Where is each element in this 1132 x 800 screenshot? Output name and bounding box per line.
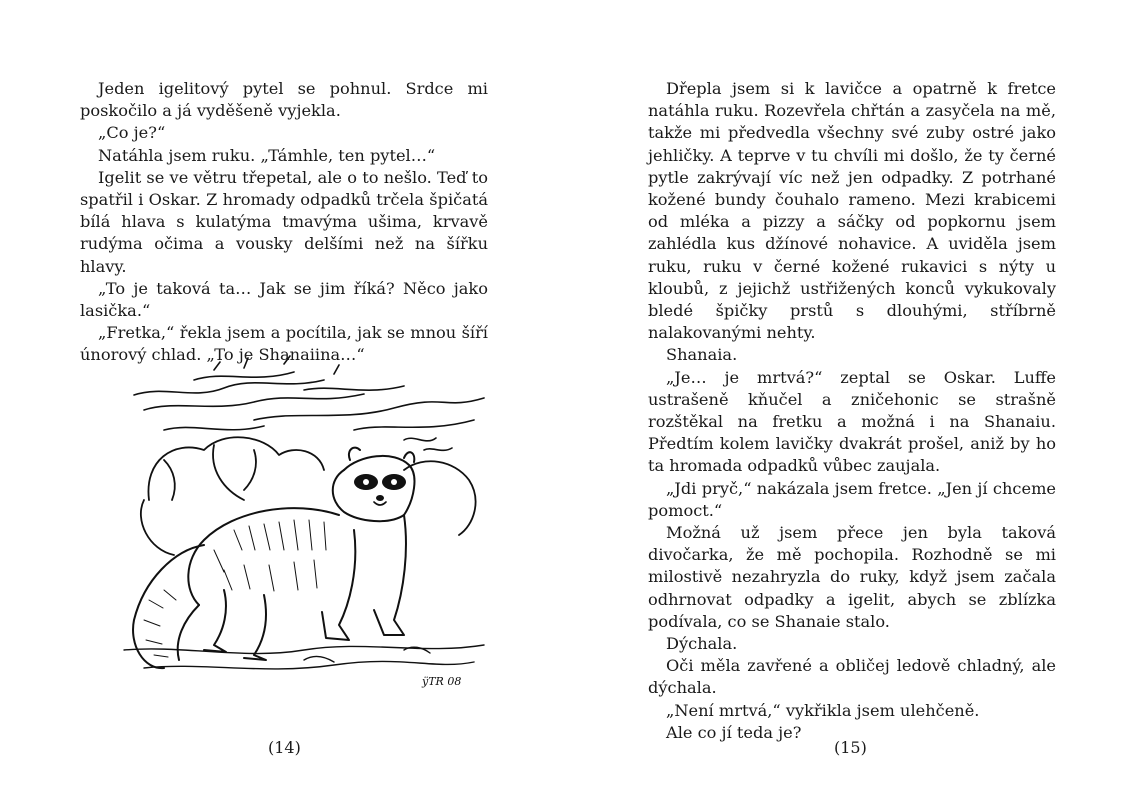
- paragraph: „Je… je mrtvá?“ zeptal se Oskar. Luffe ustrašeně kňučel a zničehonic se strašně rozštěkal na fretku a možná i na Shanaiu. Předtím kolem lavičky dvakrát prošel, aniž by ho ta hromada odpadků vůbec zaujala.: [648, 367, 1056, 476]
- paragraph: Možná už jsem přece jen byla taková divočarka, že mě pochopila. Rozhodně se mi milostivě nezahryzla do ruky, když jsem začala odhrnovat odpadky a igelit, abych se zblízka podívala, co se Shanaie stalo.: [648, 523, 1056, 631]
- right-page-text: [648, 78, 1056, 744]
- left-page-text: [80, 78, 488, 367]
- right-page: [566, 0, 1132, 800]
- paragraph: „Co je?“: [98, 123, 166, 143]
- paragraph: Shanaia.: [666, 345, 738, 365]
- paragraph: „Fretka,“ řekla jsem a pocítila, jak se mnou šíří únorový chlad. „To je Shanaiina…“: [80, 323, 488, 365]
- fur-hatching: [144, 520, 326, 657]
- artist-signature: ÿTR 08: [422, 675, 462, 688]
- paragraph: Jeden igelitový pytel se pohnul. Srdce mi poskočilo a já vyděšeně vyjekla.: [80, 79, 488, 121]
- paragraph: Natáhla jsem ruku. „Támhle, ten pytel…“: [98, 145, 436, 165]
- page-number: (15): [834, 738, 867, 757]
- garbage-bags: [141, 437, 476, 555]
- paragraph: Igelit se ve větru třepetal, ale o to nešlo. Teď to spatřil i Oskar. Z hromady odpadků trčela špičatá bílá hlava s kulatýma tmavýma ušima, krvavě rudýma očima a vousky delšími než na šířku hlavy.: [80, 167, 488, 276]
- paragraph: „Jdi pryč,“ nakázala jsem fretce. „Jen jí chceme pomoct.“: [648, 478, 1056, 520]
- page-number: (14): [268, 738, 301, 757]
- ferret-drawing: [104, 350, 496, 700]
- ferret-illustration: [104, 350, 496, 700]
- paragraph: Ale co jí teda je?: [666, 722, 802, 742]
- paragraph: Dýchala.: [666, 634, 738, 654]
- paragraph: „To je taková ta… Jak se jim říká? Něco jako lasička.“: [80, 278, 488, 321]
- wind-scribbles: [134, 356, 484, 450]
- paragraph: „Není mrtvá,“ vykřikla jsem ulehčeně.: [666, 700, 980, 720]
- paragraph: Dřepla jsem si k lavičce a opatrně k fretce natáhla ruku. Rozevřela chřtán a zasyčela na mě, takže mi předvedla všechny své zuby ostré jako jehličky. A teprve v tu chvíli mi došlo, že ty černé pytle zakrývají víc než jen odpadky. Z potrhané kožené bundy čouhalo rameno. Mezi krabicemi od mléka a pizzy a sáčky od popkornu jsem zahlédla kus džínové nohavice. A uviděla jsem ruku, ruku v černé kožené rukavici s nýty u kloubů, z jejichž ustřižených konců vykukovaly bledé špičky prstů s dlouhými, stříbrně nalakovanými nehty.: [648, 79, 1056, 343]
- paragraph: Oči měla zavřené a obličej ledově chladný, ale dýchala.: [648, 656, 1056, 698]
